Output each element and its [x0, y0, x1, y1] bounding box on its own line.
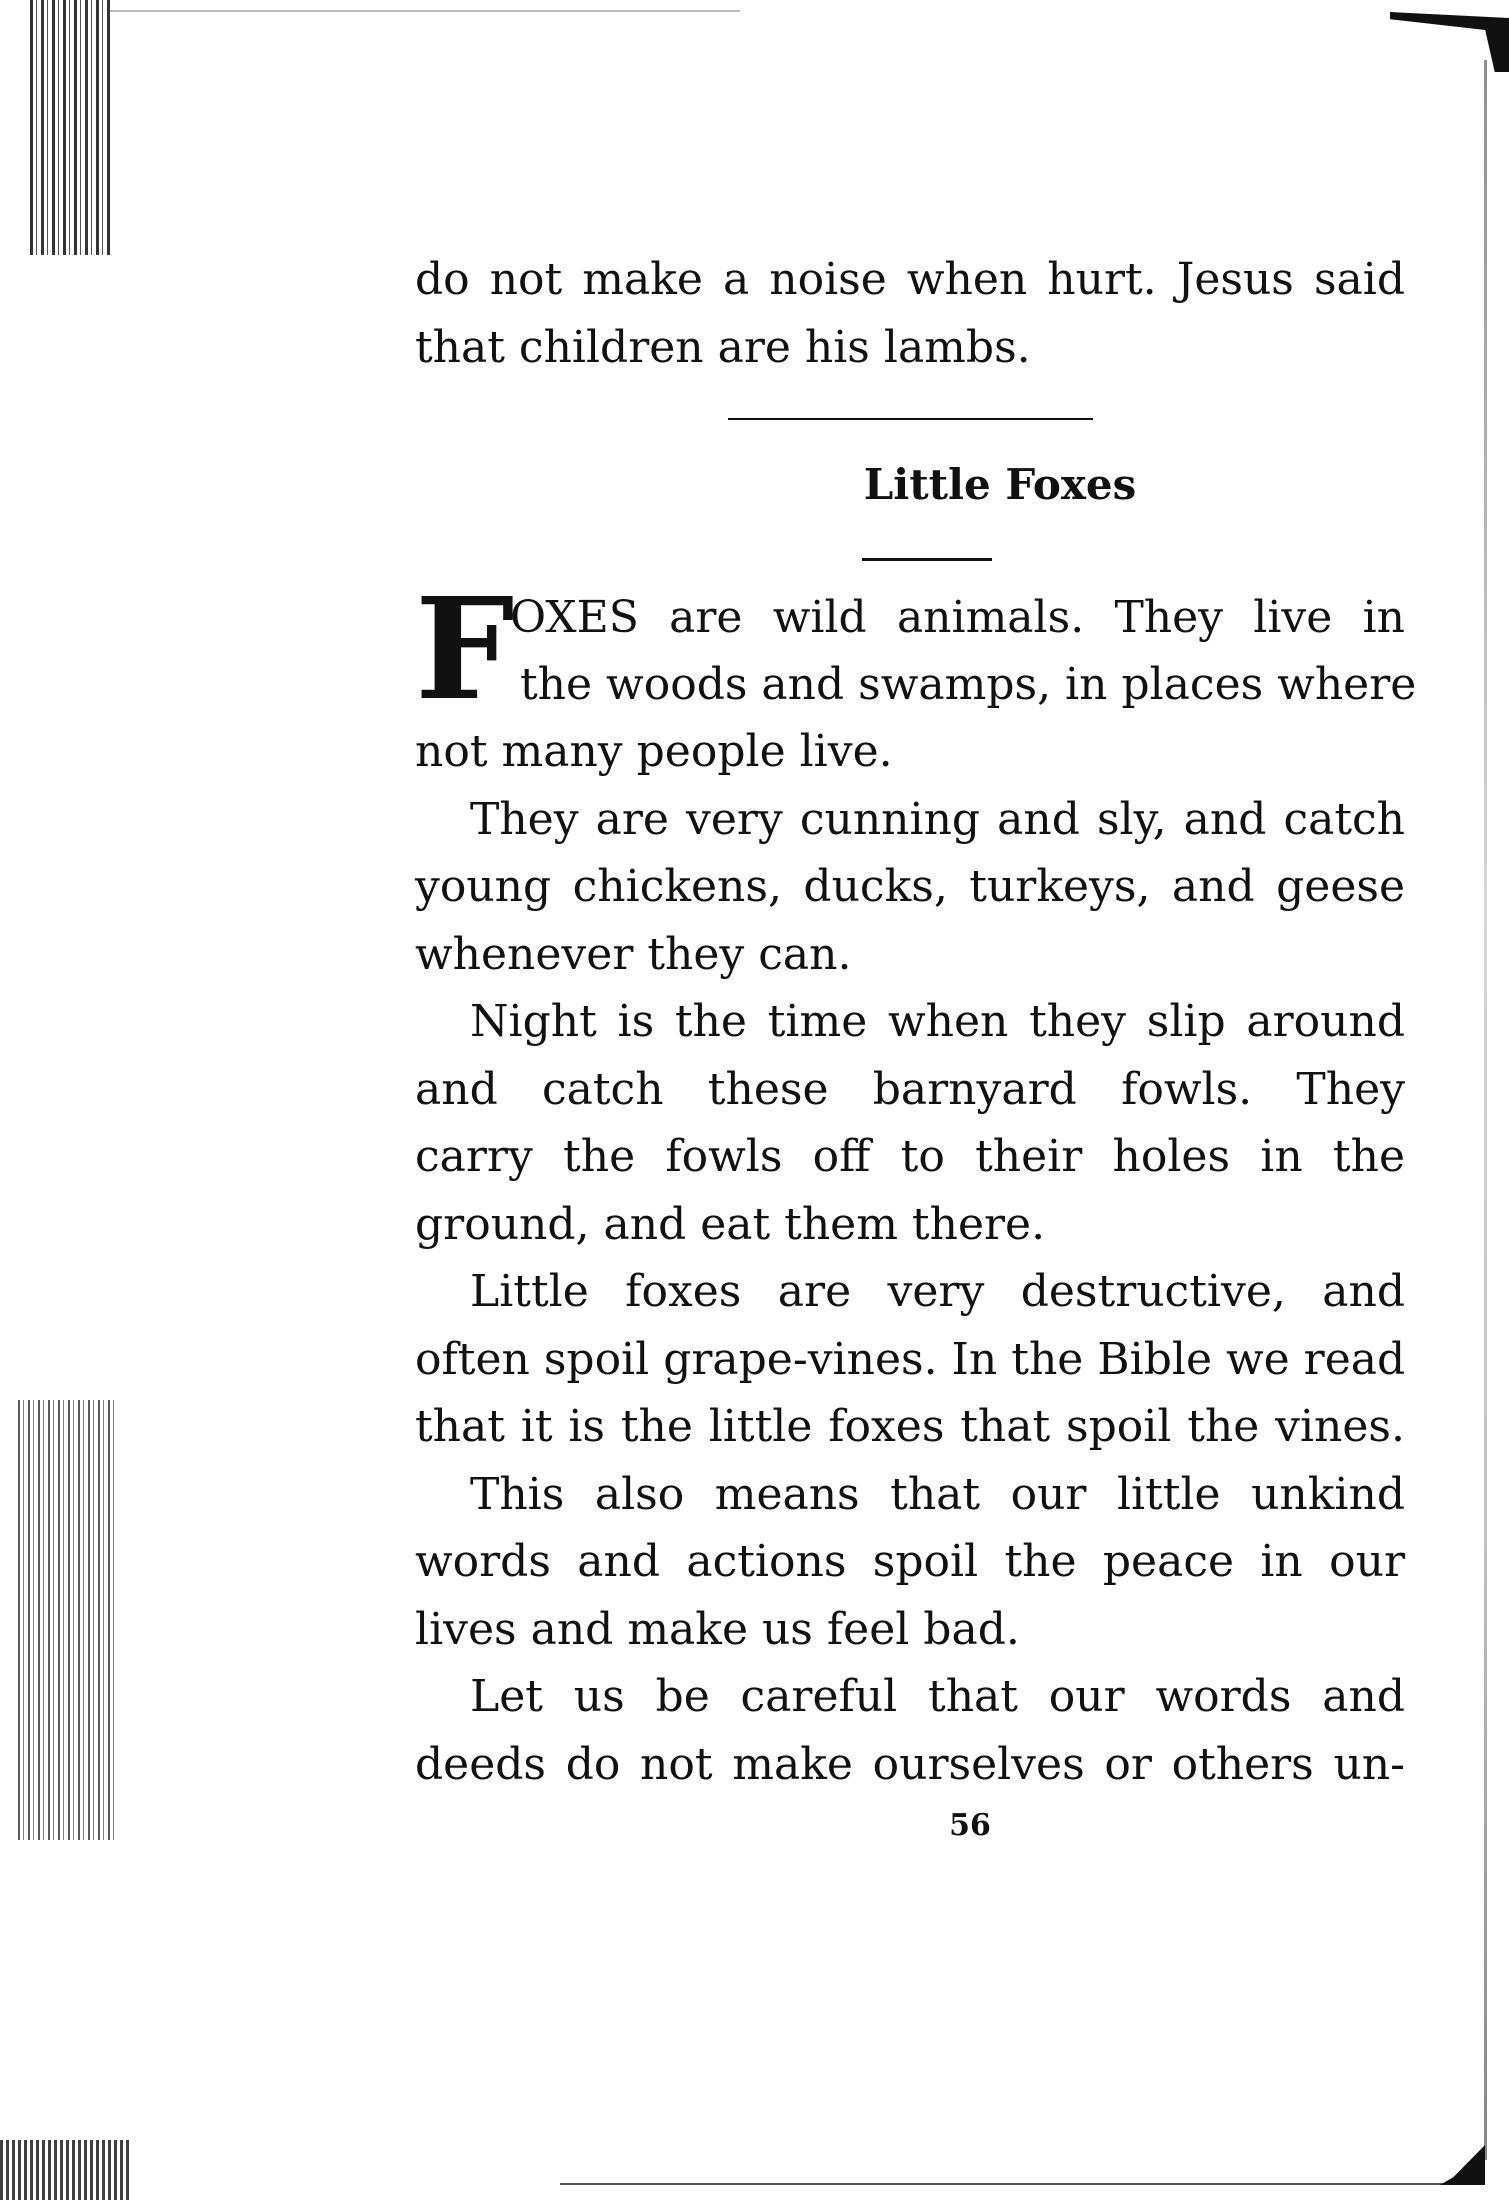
drop-cap: F	[415, 568, 515, 732]
binding-shadow-middle	[18, 1400, 118, 1840]
binding-shadow-bottom	[0, 2140, 130, 2200]
page-number: 56	[949, 1808, 991, 1843]
paragraph-line: ground, and eat them there.	[415, 1199, 1046, 1250]
page-corner-bottom-right	[1440, 2145, 1485, 2185]
paragraph-line: Night is the time when they slip around	[470, 996, 1405, 1047]
binding-shadow-top	[30, 0, 110, 255]
paragraph-line: whenever they can.	[415, 929, 852, 980]
paragraph-line: and catch these barnyard fowls. They	[415, 1064, 1405, 1115]
paragraph-line: deeds do not make ourselves or others un-	[415, 1739, 1405, 1790]
paragraph-line: OXES are wild animals. They live in	[510, 592, 1405, 643]
paragraph-line: Let us be careful that our words and	[470, 1671, 1405, 1722]
scan-edge-bottom	[560, 2183, 1480, 2185]
paragraph-line: often spoil grape-vines. In the Bible we read	[415, 1334, 1406, 1385]
continued-text-line: do not make a noise when hurt. Jesus said	[415, 254, 1405, 305]
page-corner-top-right	[1390, 12, 1509, 72]
section-divider-bottom	[862, 558, 992, 561]
paragraph-line: that it is the little foxes that spoil the vines.	[415, 1401, 1405, 1452]
paragraph-line: not many people live.	[415, 726, 893, 777]
paragraph-line: carry the fowls off to their holes in the	[415, 1131, 1405, 1182]
section-divider-top	[728, 418, 1093, 420]
paragraph-line: the woods and swamps, in places where	[520, 659, 1417, 710]
scan-edge-right	[1484, 60, 1487, 2160]
paragraph-line: They are very cunning and sly, and catch	[470, 794, 1405, 845]
continued-text-line: that children are his lambs.	[415, 322, 1031, 373]
paragraph-line: This also means that our little unkind	[470, 1469, 1405, 1520]
paragraph-line: words and actions spoil the peace in our	[415, 1536, 1405, 1587]
section-title: Little Foxes	[863, 460, 1137, 509]
paragraph-line: Little foxes are very destructive, and	[470, 1266, 1405, 1317]
paragraph-line: lives and make us feel bad.	[415, 1604, 1020, 1655]
scan-edge-top	[110, 10, 740, 12]
paragraph-line: young chickens, ducks, turkeys, and geese	[415, 861, 1405, 912]
